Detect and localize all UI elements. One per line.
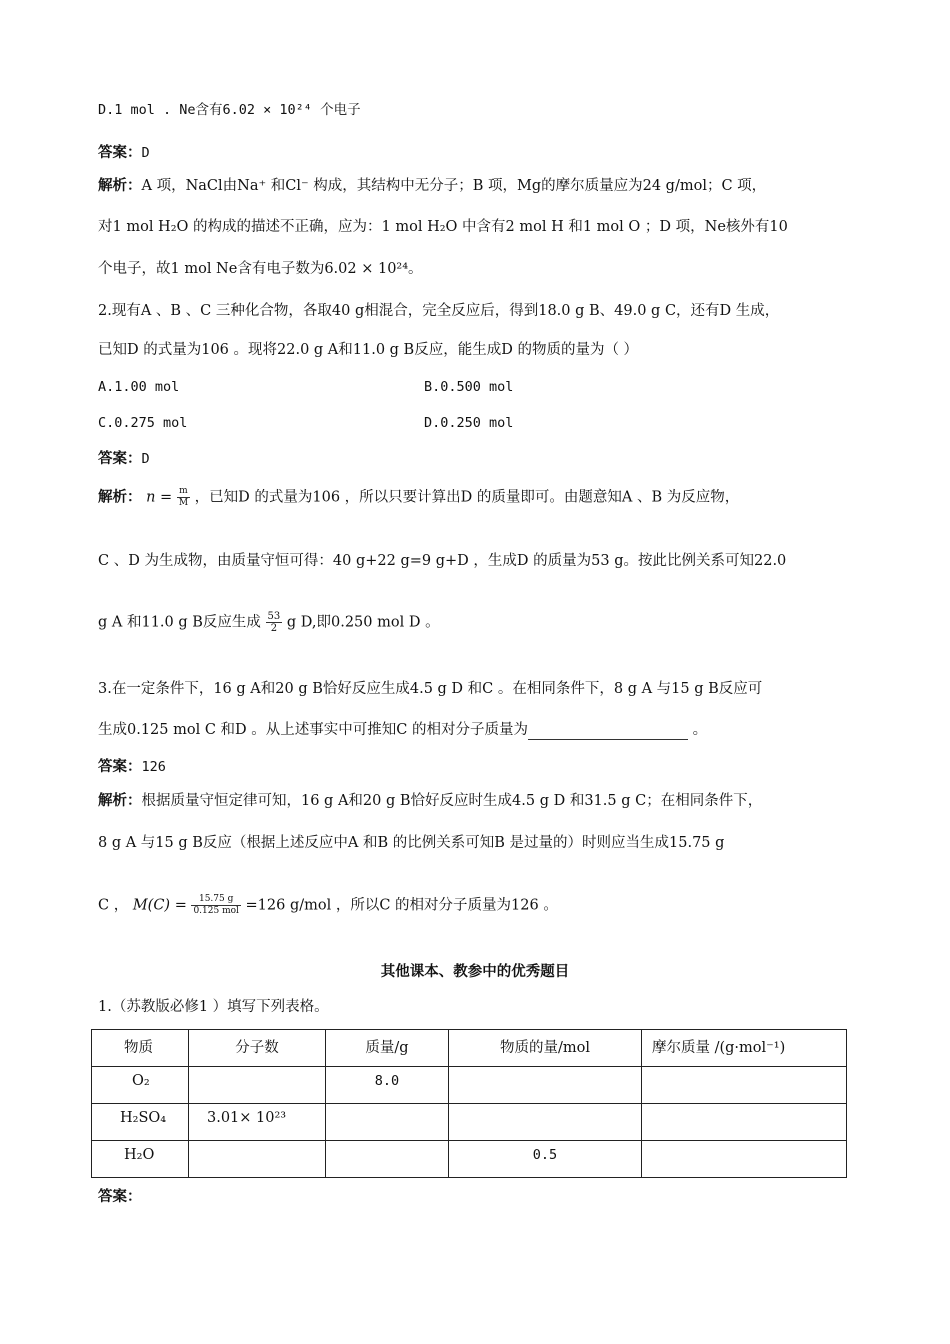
cell-text xyxy=(189,1141,325,1147)
fraction-denominator: M xyxy=(178,498,189,508)
fraction-denominator: 2 xyxy=(270,623,278,634)
cell-text xyxy=(449,1067,641,1073)
q1-answer xyxy=(98,143,150,163)
q2-explain-line-2: C 、D 为生成物，由质量守恒可得：40 g+22 g=9 g+D ，生成D 的质量为53 g。按此比例关系可知22.0 xyxy=(98,553,787,569)
q1-explain-line-3: 个电子，故1 mol Ne含有电子数为6.02 × 10²⁴。 xyxy=(98,261,423,277)
fraction-numerator: m xyxy=(177,486,190,498)
answer-blank xyxy=(528,725,688,740)
table-cell xyxy=(92,1141,189,1178)
table-row xyxy=(92,1141,847,1178)
explain-text: ，已知D 的式量为106 ，所以只要计算出D 的质量即可。由题意知A 、B 为反应物， xyxy=(194,489,740,506)
q3-stem-line-1: 3.在一定条件下，16 g A和20 g B恰好反应生成4.5 g D 和C 。在相同条件下，8 g A 与15 g B反应可 xyxy=(98,681,763,697)
fraction-molar-mass xyxy=(191,894,240,917)
q2-stem-line-1: 2.现有A 、B 、C 三种化合物，各取40 g相混合，完全反应后，得到18.0 g B、49.0 g C，还有D 生成， xyxy=(98,303,780,319)
explain-label: 解析： xyxy=(98,489,142,506)
table-cell xyxy=(92,1104,189,1141)
q2-option-a: A.1.00 mol xyxy=(98,379,180,395)
fraction-53-over-2 xyxy=(266,611,283,634)
q2-option-c: C.0.275 mol xyxy=(98,415,188,431)
table-row xyxy=(92,1067,847,1104)
fraction-numerator: 15.75 g xyxy=(191,894,240,906)
header-text: 质量/g xyxy=(365,1040,409,1056)
answer-label: 答案： xyxy=(98,145,142,161)
explain-text: A 项，NaCl由Na⁺ 和Cl⁻ 构成，其结构中无分子；B 项，Mg的摩尔质量应为24 g/mol；C 项， xyxy=(141,178,767,194)
answer-label: 答案： xyxy=(98,759,142,775)
cell-text xyxy=(326,1104,448,1110)
fraction-numerator: 53 xyxy=(267,611,281,622)
explain-label: 解析： xyxy=(98,178,142,194)
q2-option-b: B.0.500 mol xyxy=(424,379,514,395)
table-header-cell xyxy=(449,1030,642,1067)
table-cell xyxy=(326,1067,449,1104)
cell-text xyxy=(642,1104,846,1110)
cell-text: 8.0 xyxy=(374,1073,400,1089)
explain-text-a: C ， xyxy=(98,897,129,914)
section-title: 其他课本、教参中的优秀题目 xyxy=(380,964,570,980)
q1-explain-line-2: 对1 mol H₂O 的构成的描述不正确，应为：1 mol H₂O 中含有2 mol H 和1 mol O ；D 项，Ne核外有10 xyxy=(98,219,788,235)
cell-text xyxy=(189,1067,325,1073)
table-cell xyxy=(92,1067,189,1104)
formula-mc: M(C) = xyxy=(132,897,187,914)
table-header-row xyxy=(92,1030,847,1067)
table-row xyxy=(92,1104,847,1141)
table-cell xyxy=(449,1141,642,1178)
q2-explain-line-1 xyxy=(98,486,739,509)
q1-explain-line-1 xyxy=(98,176,766,196)
header-text: 摩尔质量 /(g·mol⁻¹) xyxy=(652,1040,786,1056)
table-header-cell xyxy=(189,1030,326,1067)
q2-stem-line-2: 已知D 的式量为106 。现将22.0 g A和11.0 g B反应，能生成D 的物质的量为（ ） xyxy=(98,342,639,358)
cell-text xyxy=(326,1141,448,1147)
table-header-cell xyxy=(642,1030,847,1067)
formula-n: n = xyxy=(146,489,173,506)
q2-answer xyxy=(98,449,150,469)
header-text: 物质 xyxy=(124,1040,153,1056)
data-table xyxy=(91,1029,847,1178)
q2-explain-line-3 xyxy=(98,611,440,634)
cell-text xyxy=(642,1141,846,1147)
q3-answer xyxy=(98,757,166,777)
cell-text: H₂O xyxy=(124,1147,155,1163)
cell-text: 3.01× 10²³ xyxy=(207,1110,287,1126)
cell-text: O₂ xyxy=(132,1073,150,1089)
table-intro: 1.（苏教版必修1 ）填写下列表格。 xyxy=(98,999,329,1015)
cell-text xyxy=(449,1104,641,1110)
explain-label: 解析： xyxy=(98,793,142,809)
table-cell xyxy=(326,1104,449,1141)
answer-label: 答案： xyxy=(98,451,142,467)
header-text: 物质的量/mol xyxy=(499,1040,590,1056)
q3-explain-line-2: 8 g A 与15 g B反应（根据上述反应中A 和B 的比例关系可知B 是过量的）时则应当生成15.75 g xyxy=(98,835,725,851)
q2-option-d: D.0.250 mol xyxy=(424,415,514,431)
answer-value: D xyxy=(141,451,150,467)
explain-text-b: =126 g/mol ，所以C 的相对分子质量为126 。 xyxy=(245,897,558,914)
cell-text xyxy=(642,1067,846,1073)
table-header-cell xyxy=(92,1030,189,1067)
table-header-cell xyxy=(326,1030,449,1067)
stem-text-a: 生成0.125 mol C 和D 。从上述事实中可推知C 的相对分子质量为 xyxy=(98,722,528,738)
fraction-m-over-m xyxy=(177,486,190,509)
table-cell xyxy=(642,1104,847,1141)
answer-value: 126 xyxy=(141,759,166,775)
table-cell xyxy=(449,1104,642,1141)
table-cell xyxy=(189,1067,326,1104)
header-text: 分子数 xyxy=(235,1040,279,1056)
q1-option-d: D.1 mol . Ne含有6.02 × 10²⁴ 个电子 xyxy=(98,102,361,118)
fraction-denominator: 0.125 mol xyxy=(193,906,239,916)
table-cell xyxy=(326,1141,449,1178)
final-answer-label: 答案： xyxy=(98,1189,142,1205)
answer-value: D xyxy=(141,145,150,161)
table-cell xyxy=(449,1067,642,1104)
explain-text-b: g D,即0.250 mol D 。 xyxy=(286,614,440,631)
stem-text-b: 。 xyxy=(688,722,708,738)
table-cell xyxy=(189,1141,326,1178)
table-cell xyxy=(189,1104,326,1141)
table-cell xyxy=(642,1141,847,1178)
q3-explain-line-3 xyxy=(98,894,558,917)
cell-text: 0.5 xyxy=(532,1147,558,1163)
explain-text-a: g A 和11.0 g B反应生成 xyxy=(98,614,261,631)
q3-stem-line-2 xyxy=(98,720,707,740)
q3-explain-line-1 xyxy=(98,791,762,811)
table-cell xyxy=(642,1067,847,1104)
explain-text: 根据质量守恒定律可知，16 g A和20 g B恰好反应时生成4.5 g D 和31.5 g C；在相同条件下， xyxy=(141,793,763,809)
cell-text: H₂SO₄ xyxy=(120,1110,167,1126)
